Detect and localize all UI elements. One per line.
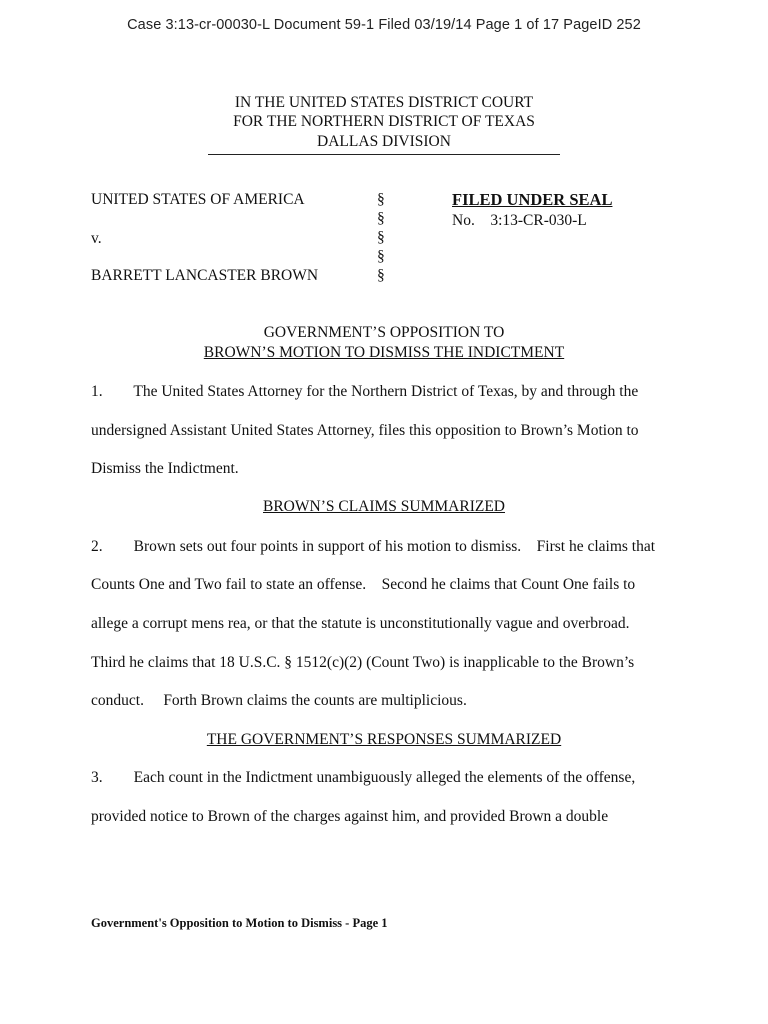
document-title-line-2 bbox=[0, 344, 768, 362]
section-symbol: § bbox=[377, 229, 385, 246]
paragraph-2-line: conduct. Forth Brown claims the counts are multiplicious. bbox=[91, 692, 467, 709]
paragraph-1-line: undersigned Assistant United States Attorney, files this opposition to Brown’s Motion to bbox=[91, 422, 639, 439]
paragraph-3-line: 3. Each count in the Indictment unambiguously alleged the elements of the offense, bbox=[91, 769, 636, 786]
caption-divider-rule bbox=[208, 154, 560, 155]
plaintiff-name: UNITED STATES OF AMERICA bbox=[91, 191, 305, 208]
section-heading-claims-text: BROWN’S CLAIMS SUMMARIZED bbox=[263, 498, 505, 515]
paragraph-2-line: Counts One and Two fail to state an offense. Second he claims that Count One fails to bbox=[91, 576, 636, 593]
section-symbol: § bbox=[377, 267, 385, 284]
case-header-stamp: Case 3:13-cr-00030-L Document 59-1 Filed 03/19/14 Page 1 of 17 PageID 252 bbox=[127, 17, 641, 33]
paragraph-2-line: 2. Brown sets out four points in support of his motion to dismiss. First he claims that bbox=[91, 538, 656, 555]
section-symbol: § bbox=[377, 248, 385, 265]
section-symbol: § bbox=[377, 210, 385, 227]
paragraph-3-line: provided notice to Brown of the charges against him, and provided Brown a double bbox=[91, 808, 609, 825]
paragraph-1-line: Dismiss the Indictment. bbox=[91, 460, 239, 477]
defendant-name: BARRETT LANCASTER BROWN bbox=[91, 267, 319, 284]
paragraph-2-line: Third he claims that 18 U.S.C. § 1512(c)(2) (Count Two) is inapplicable to the Brown’s bbox=[91, 654, 635, 671]
court-division: DALLAS DIVISION bbox=[317, 133, 451, 150]
paragraph-2-line: allege a corrupt mens rea, or that the statute is unconstitutionally vague and overbroad. bbox=[91, 615, 630, 632]
court-name-line-2: FOR THE NORTHERN DISTRICT OF TEXAS bbox=[233, 113, 535, 130]
document-title-line-1: GOVERNMENT’S OPPOSITION TO bbox=[263, 324, 505, 341]
section-heading-claims bbox=[0, 498, 768, 516]
section-heading-responses-text: THE GOVERNMENT’S RESPONSES SUMMARIZED bbox=[206, 731, 562, 748]
filed-under-seal-notice: FILED UNDER SEAL bbox=[452, 190, 613, 209]
document-title-text: BROWN’S MOTION TO DISMISS THE INDICTMENT bbox=[203, 344, 565, 361]
page-footer: Government's Opposition to Motion to Dismiss - Page 1 bbox=[91, 916, 388, 930]
versus-label: v. bbox=[91, 230, 102, 247]
case-number: No. 3:13-CR-030-L bbox=[452, 212, 587, 229]
section-symbol: § bbox=[377, 191, 385, 208]
court-name-line-1: IN THE UNITED STATES DISTRICT COURT bbox=[234, 94, 534, 111]
paragraph-1-line: 1. The United States Attorney for the Northern District of Texas, by and through the bbox=[91, 383, 639, 400]
section-heading-responses bbox=[0, 731, 768, 749]
